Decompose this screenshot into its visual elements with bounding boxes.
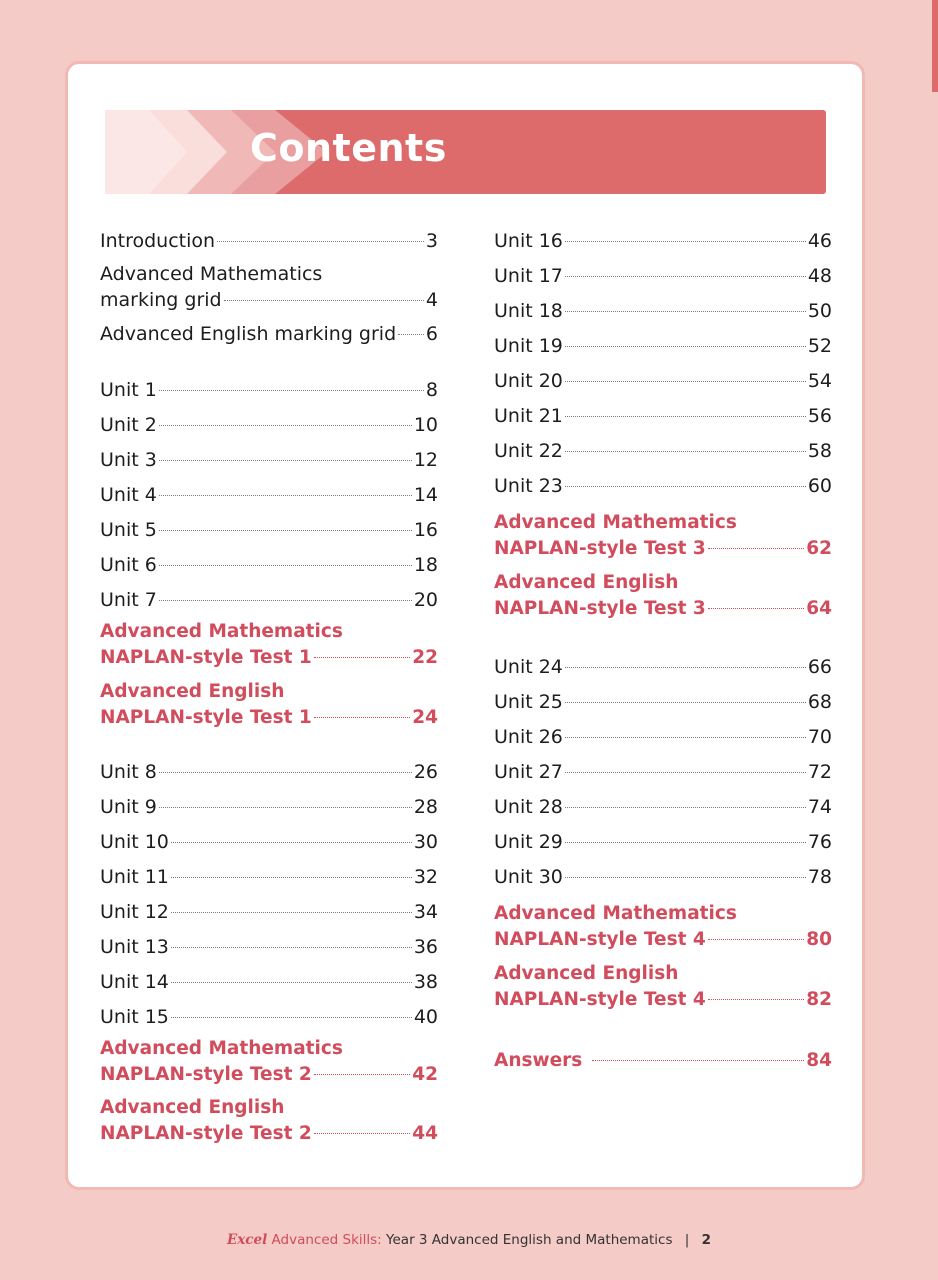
toc-page-number: 16 [413,519,438,541]
dot-leader [708,548,805,549]
toc-label-top: Advanced English [100,681,285,702]
toc-page-number: 46 [807,230,832,252]
dot-leader [171,842,412,843]
toc-entry-unit[interactable] [100,517,438,543]
toc-page-number: 68 [807,691,832,713]
toc-label-top: Advanced English [494,572,679,593]
toc-page-number: 26 [413,761,438,783]
dot-leader [565,737,806,738]
footer-book-title: Year 3 Advanced English and Mathematics [386,1232,673,1248]
toc-entry-unit[interactable] [494,829,832,855]
toc-label: Unit 25 [494,691,563,713]
toc-entry-unit[interactable] [100,552,438,578]
toc-label: Unit 28 [494,796,563,818]
toc-page-number: 14 [413,484,438,506]
toc-entry-unit[interactable] [100,759,438,785]
dot-leader [314,1074,411,1075]
toc-entry-unit[interactable] [494,228,832,254]
toc-label: Unit 24 [494,656,563,678]
toc-label: Advanced English marking grid [100,323,397,345]
toc-label: Unit 5 [100,519,157,541]
toc-entry-unit[interactable] [494,689,832,715]
toc-page-number: 12 [413,449,438,471]
toc-label: Unit 14 [100,971,169,993]
toc-label-top: Advanced English [100,1097,285,1118]
toc-label: Answers [494,1050,583,1071]
dot-leader [565,416,806,417]
toc-entry-introduction[interactable] [100,228,438,254]
toc-page-number: 62 [806,538,832,559]
dot-leader [159,390,424,391]
dot-leader [565,877,806,878]
dot-leader [171,877,412,878]
toc-page-number: 36 [413,936,438,958]
toc-label: Unit 16 [494,230,563,252]
dot-leader [159,460,412,461]
toc-entry-unit[interactable] [100,482,438,508]
toc-page-number: 84 [806,1050,832,1071]
dot-leader [314,657,411,658]
toc-label: Unit 11 [100,866,169,888]
toc-label: NAPLAN-style Test 4 [494,989,706,1010]
toc-page-number: 22 [412,647,438,668]
toc-label: NAPLAN-style Test 3 [494,598,706,619]
toc-entry-unit[interactable] [494,298,832,324]
toc-label: NAPLAN-style Test 2 [100,1064,312,1085]
toc-label: Unit 7 [100,589,157,611]
toc-page-number: 54 [807,370,832,392]
dot-leader [565,451,806,452]
toc-entry-unit[interactable] [100,377,438,403]
toc-entry-maths-test[interactable] [100,619,438,671]
toc-page-number: 28 [413,796,438,818]
toc-entry-unit[interactable] [494,794,832,820]
toc-page-number: 32 [413,866,438,888]
toc-page-number: 70 [807,726,832,748]
toc-page-number: 34 [413,901,438,923]
toc-page-number: 40 [413,1006,438,1028]
toc-page-number: 10 [413,414,438,436]
toc-page-number: 42 [412,1064,438,1085]
toc-label: NAPLAN-style Test 2 [100,1123,312,1144]
toc-entry-unit[interactable] [100,412,438,438]
toc-label: Unit 27 [494,761,563,783]
toc-entry-answers[interactable] [494,1048,832,1074]
dot-leader [398,334,424,335]
toc-label: Unit 2 [100,414,157,436]
toc-label-top: Advanced English [494,963,679,984]
toc-entry-unit[interactable] [494,759,832,785]
toc-label: Unit 6 [100,554,157,576]
dot-leader [159,425,412,426]
page-title: Contents [250,126,447,170]
dot-leader [708,939,805,940]
toc-label-top: Advanced Mathematics [100,263,323,285]
toc-entry-maths-test[interactable] [494,901,832,953]
contents-banner [105,110,826,194]
toc-page-number: 24 [412,707,438,728]
toc-entry-unit[interactable] [494,473,832,499]
toc-entry-maths-marking-grid[interactable] [100,261,438,313]
toc-page-number: 44 [412,1123,438,1144]
dot-leader [565,667,806,668]
toc-label: Unit 13 [100,936,169,958]
dot-leader [565,311,806,312]
toc-label: Unit 4 [100,484,157,506]
toc-label: NAPLAN-style Test 4 [494,929,706,950]
dot-leader [565,346,806,347]
toc-page-number: 50 [807,300,832,322]
toc-entry-unit[interactable] [100,587,438,613]
toc-label-top: Advanced Mathematics [494,512,737,533]
toc-page-number: 58 [807,440,832,462]
toc-label: NAPLAN-style Test 1 [100,647,312,668]
toc-label: Unit 10 [100,831,169,853]
dot-leader [159,772,412,773]
dot-leader [224,300,424,301]
toc-label: Unit 8 [100,761,157,783]
dot-leader [565,807,806,808]
toc-entry-unit[interactable] [494,724,832,750]
dot-leader [171,912,412,913]
toc-entry-english-test[interactable] [100,1095,438,1147]
toc-entry-unit[interactable] [494,368,832,394]
dot-leader [171,1017,412,1018]
dot-leader [217,241,424,242]
toc-label-top: Advanced Mathematics [100,1038,343,1059]
dot-leader [171,982,412,983]
toc-page-number: 18 [413,554,438,576]
toc-entry-unit[interactable] [494,864,832,890]
toc-page-number: 30 [413,831,438,853]
toc-entry-maths-test[interactable] [100,1036,438,1088]
toc-entry-unit[interactable] [494,263,832,289]
toc-entry-english-test[interactable] [494,961,832,1013]
toc-entry-english-marking-grid[interactable] [100,321,438,347]
toc-entry-unit[interactable] [100,794,438,820]
toc-label: Unit 12 [100,901,169,923]
dot-leader [159,495,412,496]
toc-label: NAPLAN-style Test 1 [100,707,312,728]
toc-label-top: Advanced Mathematics [494,903,737,924]
toc-page-number: 52 [807,335,832,357]
page-footer [0,1232,938,1248]
toc-label: Unit 19 [494,335,563,357]
toc-entry-unit[interactable] [100,899,438,925]
toc-label: Introduction [100,230,216,252]
toc-label: Unit 30 [494,866,563,888]
dot-leader [565,276,806,277]
toc-page-number: 3 [425,230,438,252]
toc-label: Unit 1 [100,379,157,401]
toc-entry-unit[interactable] [494,333,832,359]
toc-page-number: 20 [413,589,438,611]
dot-leader [314,1133,411,1134]
toc-page-number: 78 [807,866,832,888]
toc-label: Unit 3 [100,449,157,471]
toc-page-number: 64 [806,598,832,619]
toc-page-number: 82 [806,989,832,1010]
dot-leader [708,999,805,1000]
toc-entry-unit[interactable] [494,654,832,680]
toc-label: Unit 26 [494,726,563,748]
toc-label: Unit 9 [100,796,157,818]
toc-entry-maths-test[interactable] [494,510,832,562]
dot-leader [565,772,806,773]
toc-label: Unit 22 [494,440,563,462]
toc-label: marking grid [100,289,222,311]
toc-label: Unit 23 [494,475,563,497]
dot-leader [708,608,805,609]
dot-leader [565,486,806,487]
toc-entry-unit[interactable] [494,403,832,429]
footer-brand: Excel [226,1232,268,1248]
dot-leader [159,600,412,601]
toc-entry-unit[interactable] [100,1004,438,1030]
toc-page-number: 48 [807,265,832,287]
toc-page-number: 80 [806,929,832,950]
footer-page-number: 2 [701,1232,712,1248]
dot-leader [565,241,806,242]
dot-leader [565,702,806,703]
dot-leader [159,565,412,566]
toc-page-number: 38 [413,971,438,993]
dot-leader [565,381,806,382]
toc-page-number: 4 [425,289,438,311]
toc-page-number: 8 [425,379,438,401]
toc-page-number: 60 [807,475,832,497]
toc-label: Unit 18 [494,300,563,322]
toc-label-top: Advanced Mathematics [100,621,343,642]
toc-label: Unit 20 [494,370,563,392]
toc-entry-unit[interactable] [494,438,832,464]
toc-page-number: 66 [807,656,832,678]
toc-entry-unit[interactable] [100,934,438,960]
dot-leader [159,530,412,531]
dot-leader [592,1060,804,1061]
toc-page-number: 76 [807,831,832,853]
toc-entry-english-test[interactable] [494,570,832,622]
toc-entry-unit[interactable] [100,447,438,473]
toc-entry-unit[interactable] [100,864,438,890]
toc-page-number: 72 [807,761,832,783]
toc-label: Unit 29 [494,831,563,853]
toc-entry-unit[interactable] [100,829,438,855]
toc-label: Unit 15 [100,1006,169,1028]
footer-separator: | [684,1232,690,1248]
toc-label: NAPLAN-style Test 3 [494,538,706,559]
dot-leader [565,842,806,843]
footer-series: Advanced Skills: [271,1232,382,1248]
toc-entry-english-test[interactable] [100,679,438,731]
edge-tab [932,0,938,92]
dot-leader [159,807,412,808]
toc-label: Unit 17 [494,265,563,287]
toc-entry-unit[interactable] [100,969,438,995]
toc-page-number: 56 [807,405,832,427]
toc-label: Unit 21 [494,405,563,427]
toc-page-number: 74 [807,796,832,818]
dot-leader [171,947,412,948]
dot-leader [314,717,411,718]
toc-page-number: 6 [425,323,438,345]
